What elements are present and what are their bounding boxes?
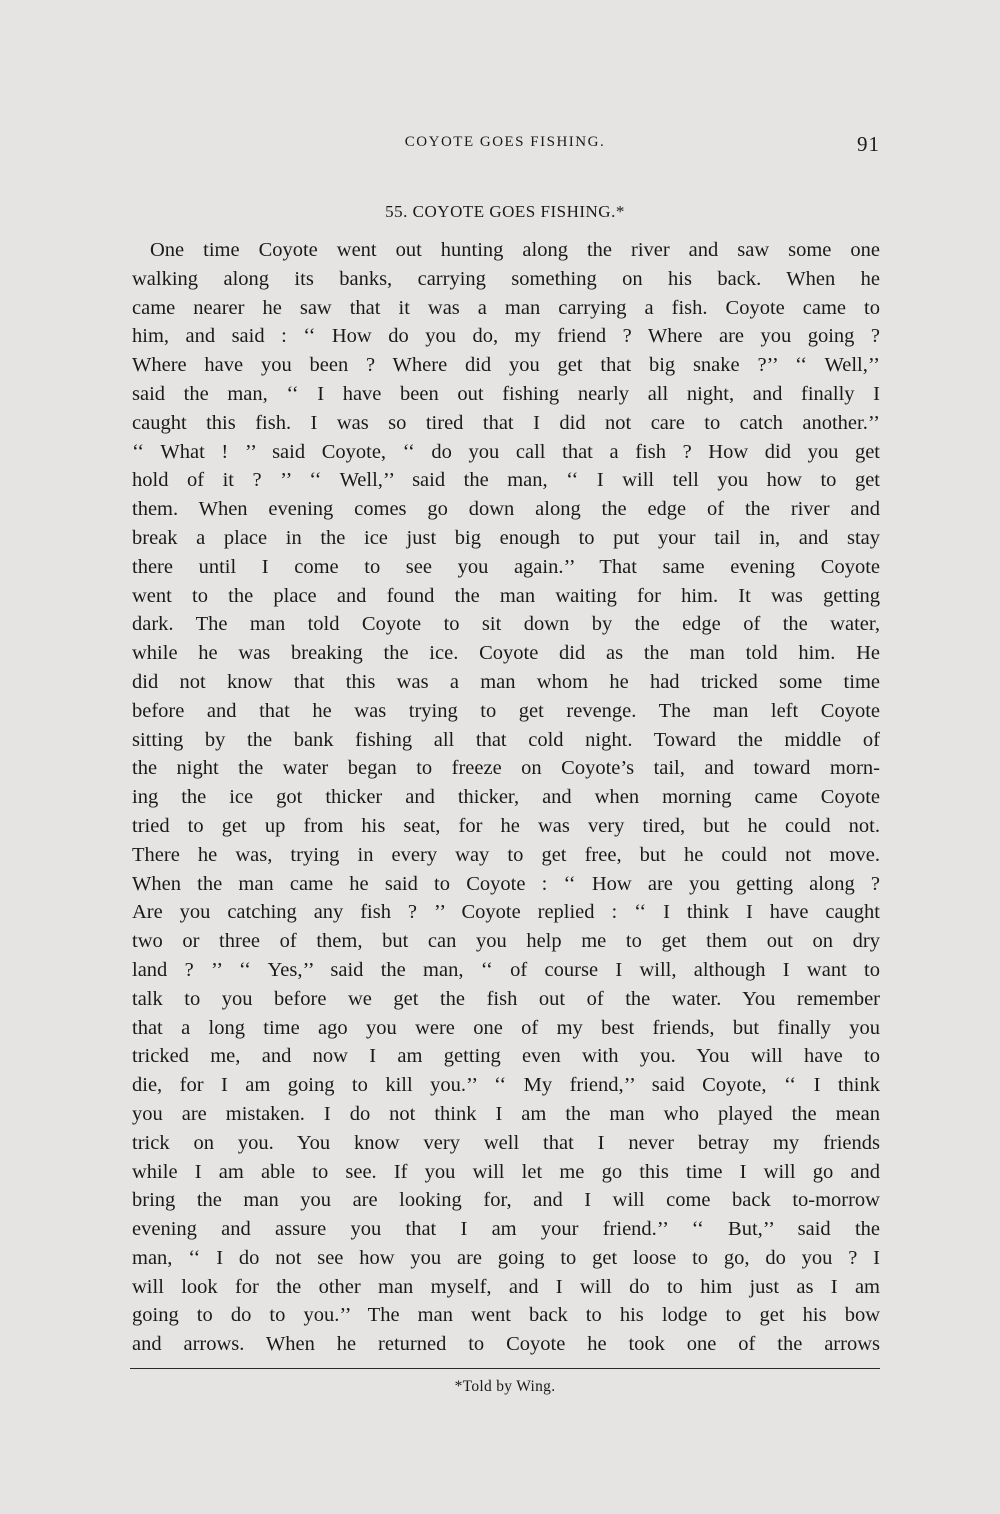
text-line: bring the man you are looking for, and I will come back to-morrow <box>132 1189 880 1212</box>
text-line: will look for the other man myself, and I will do to him just as I am <box>132 1275 880 1298</box>
footnote: *Told by Wing. <box>454 1378 556 1395</box>
text-line: break a place in the ice just big enough to put your tail in, and stay <box>132 526 880 549</box>
text-line: One time Coyote went out hunting along the river and saw some one <box>150 239 880 261</box>
text-line: went to the place and found the man waiting for him. It was getting <box>132 584 880 607</box>
text-line: did not know that this was a man whom he had tricked some time <box>132 670 880 693</box>
text-line: before and that he was trying to get revenge. The man left Coyote <box>132 699 880 722</box>
story-body <box>132 236 880 1359</box>
running-title: COYOTE GOES FISHING. <box>404 134 606 150</box>
text-line: caught this fish. I was so tired that I did not care to catch another.’’ <box>132 411 880 434</box>
text-line: came nearer he saw that it was a man carrying a fish. Coyote came to <box>132 296 880 319</box>
text-line: tricked me, and now I am getting even with you. You will have to <box>132 1045 880 1068</box>
text-line: There he was, trying in every way to get free, but he could not move. <box>132 843 880 866</box>
text-line: them. When evening comes go down along the edge of the river and <box>132 498 880 521</box>
page-number: 91 <box>857 132 880 156</box>
text-line: trick on you. You know very well that I never betray my friends <box>132 1131 880 1154</box>
text-line: walking along its banks, carrying something on his back. When he <box>132 267 880 290</box>
text-line: talk to you before we get the fish out of the water. You remember <box>132 987 880 1010</box>
text-line: that a long time ago you were one of my best friends, but finally you <box>132 1016 880 1039</box>
text-line: him, and said : ‘‘ How do you do, my friend ? Where are you going ? <box>132 325 880 348</box>
text-line: there until I come to see you again.’’ That same evening Coyote <box>132 555 880 578</box>
text-line: dark. The man told Coyote to sit down by the edge of the water, <box>132 613 880 636</box>
text-line: two or three of them, but can you help me to get them out on dry <box>132 930 880 953</box>
text-line: while he was breaking the ice. Coyote did as the man told him. He <box>132 642 880 665</box>
text-line: ing the ice got thicker and thicker, and when morning came Coyote <box>132 786 880 809</box>
running-head <box>130 134 880 158</box>
text-line: going to do to you.’’ The man went back to his lodge to get his bow <box>132 1304 880 1327</box>
text-line: When the man came he said to Coyote : ‘‘ How are you getting along ? <box>132 872 880 895</box>
text-line: while I am able to see. If you will let me go this time I will go and <box>132 1160 880 1183</box>
text-line: ‘‘ What ! ’’ said Coyote, ‘‘ do you call that a fish ? How did you get <box>132 440 880 463</box>
text-line: evening and assure you that I am your friend.’’ ‘‘ But,’’ said the <box>132 1218 880 1241</box>
text-line: land ? ’’ ‘‘ Yes,’’ said the man, ‘‘ of course I will, although I want to <box>132 958 880 981</box>
text-line: you are mistaken. I do not think I am the man who played the mean <box>132 1102 880 1125</box>
text-line: hold of it ? ’’ ‘‘ Well,’’ said the man, ‘‘ I will tell you how to get <box>132 469 880 492</box>
text-line: the night the water began to freeze on Coyote’s tail, and toward morn- <box>132 757 880 780</box>
text-line: man, ‘‘ I do not see how you are going to get loose to go, do you ? I <box>132 1246 880 1269</box>
text-line: die, for I am going to kill you.’’ ‘‘ My friend,’’ said Coyote, ‘‘ I think <box>132 1074 880 1097</box>
story-title: 55. COYOTE GOES FISHING.* <box>385 202 625 221</box>
text-line: and arrows. When he returned to Coyote he took one of the arrows <box>132 1333 880 1356</box>
text-line: tried to get up from his seat, for he was very tired, but he could not. <box>132 814 880 837</box>
text-line: Where have you been ? Where did you get that big snake ?’’ ‘‘ Well,’’ <box>132 354 880 377</box>
text-line: Are you catching any fish ? ’’ Coyote replied : ‘‘ I think I have caught <box>132 901 880 924</box>
text-line: said the man, ‘‘ I have been out fishing nearly all night, and finally I <box>132 382 880 405</box>
footnote-divider <box>130 1368 880 1369</box>
text-line: sitting by the bank fishing all that cold night. Toward the middle of <box>132 728 880 751</box>
